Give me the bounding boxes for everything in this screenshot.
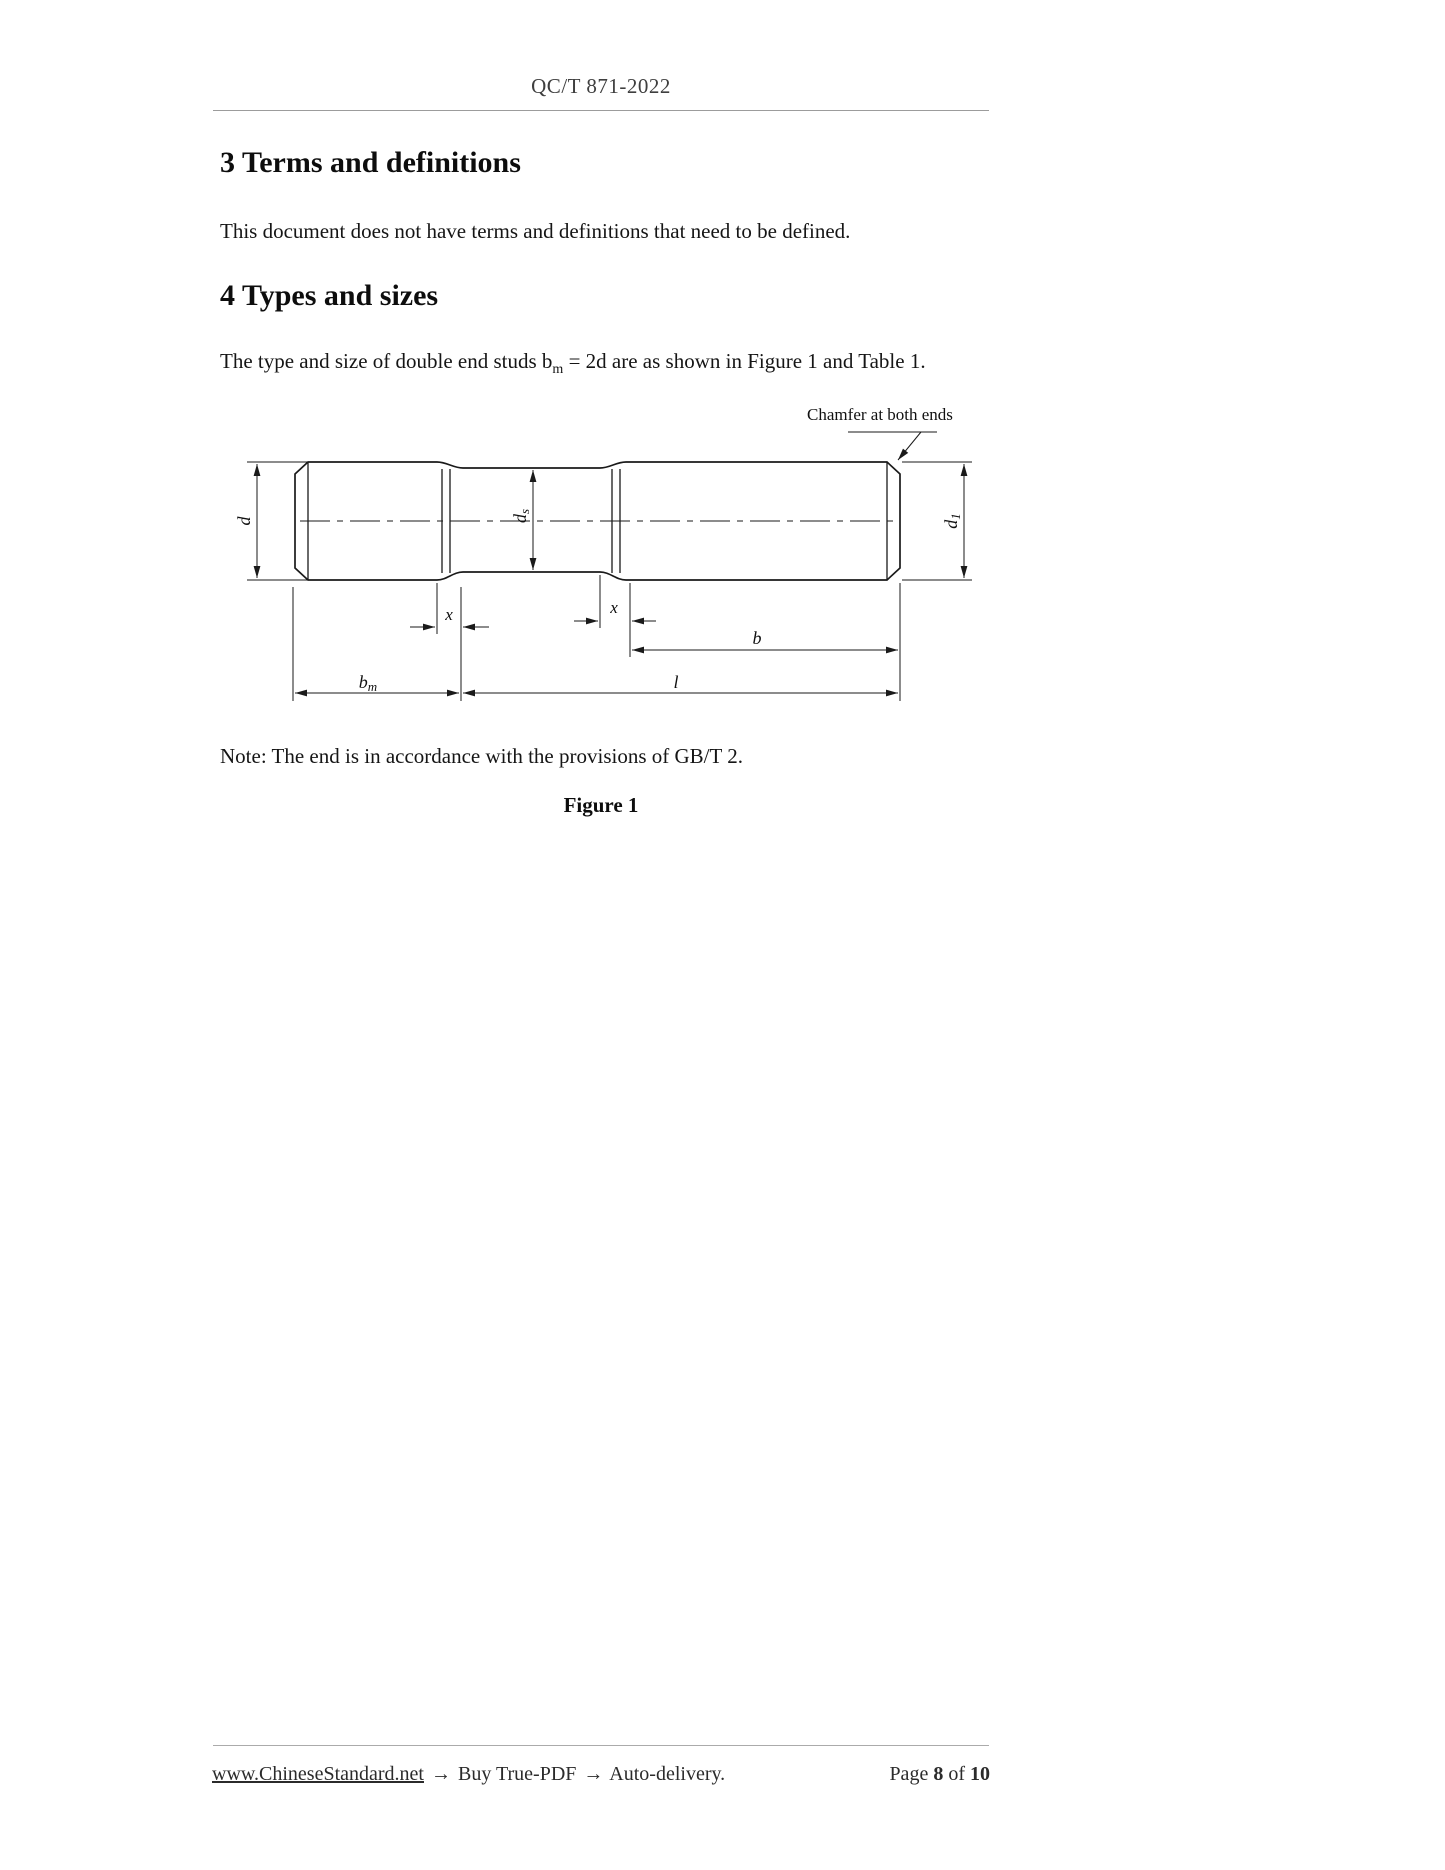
ds-sub: s <box>517 508 532 515</box>
dim-label-d: d <box>234 516 254 526</box>
figure-1-drawing <box>212 400 1002 715</box>
footer-rule <box>213 1745 989 1746</box>
footer-website-link[interactable]: www.ChineseStandard.net <box>212 1763 424 1785</box>
figure-labels <box>234 405 963 694</box>
dim-label-x-right: x <box>610 598 618 617</box>
chamfer-leader <box>898 432 921 460</box>
section-4-heading: 4 Types and sizes <box>220 279 439 312</box>
page-number: 8 <box>933 1763 944 1785</box>
dim-label-l: l <box>673 672 679 692</box>
section-3-paragraph: This document does not have terms and definitions that need to be defined. <box>220 219 851 243</box>
page-label: Page <box>889 1763 929 1785</box>
dim-label-b: b <box>752 628 762 648</box>
footer-arrow-icon-2: → <box>583 1763 604 1785</box>
bm-main: b <box>358 672 368 692</box>
dim-label-ds <box>510 509 532 523</box>
header-rule <box>213 110 989 111</box>
subscript-m: m <box>552 362 564 378</box>
section-4-paragraph <box>220 347 926 384</box>
extension-lines <box>247 462 972 701</box>
footer-buy-text: Buy True-PDF <box>458 1763 577 1785</box>
page-of-label: of <box>948 1763 965 1785</box>
intro-text-post: = 2d are as shown in Figure 1 and Table 1. <box>563 349 926 373</box>
d1-main: d <box>941 519 961 529</box>
dimension-lines <box>257 432 964 693</box>
page-total: 10 <box>970 1763 990 1785</box>
footer-left <box>212 1763 725 1786</box>
page-header-title: QC/T 871-2022 <box>531 74 671 98</box>
dim-label-bm <box>359 672 377 694</box>
ds-main: d <box>510 514 530 524</box>
intro-text-pre: The type and size of double end studs b <box>220 349 553 373</box>
figure-caption: Figure 1 <box>563 793 639 817</box>
footer-delivery-text: Auto-delivery. <box>609 1763 726 1785</box>
dim-label-d1 <box>941 513 963 529</box>
section-3-heading: 3 Terms and definitions <box>220 146 521 179</box>
chamfer-label: Chamfer at both ends <box>807 405 953 424</box>
footer <box>212 1763 990 1786</box>
dim-label-x-left: x <box>445 605 453 624</box>
footer-page-info <box>889 1763 990 1786</box>
bm-sub: m <box>367 679 378 694</box>
footer-arrow-icon-1: → <box>431 1763 451 1785</box>
figure-note: Note: The end is in accordance with the provisions of GB/T 2. <box>220 744 743 768</box>
d1-sub: 1 <box>948 513 963 520</box>
